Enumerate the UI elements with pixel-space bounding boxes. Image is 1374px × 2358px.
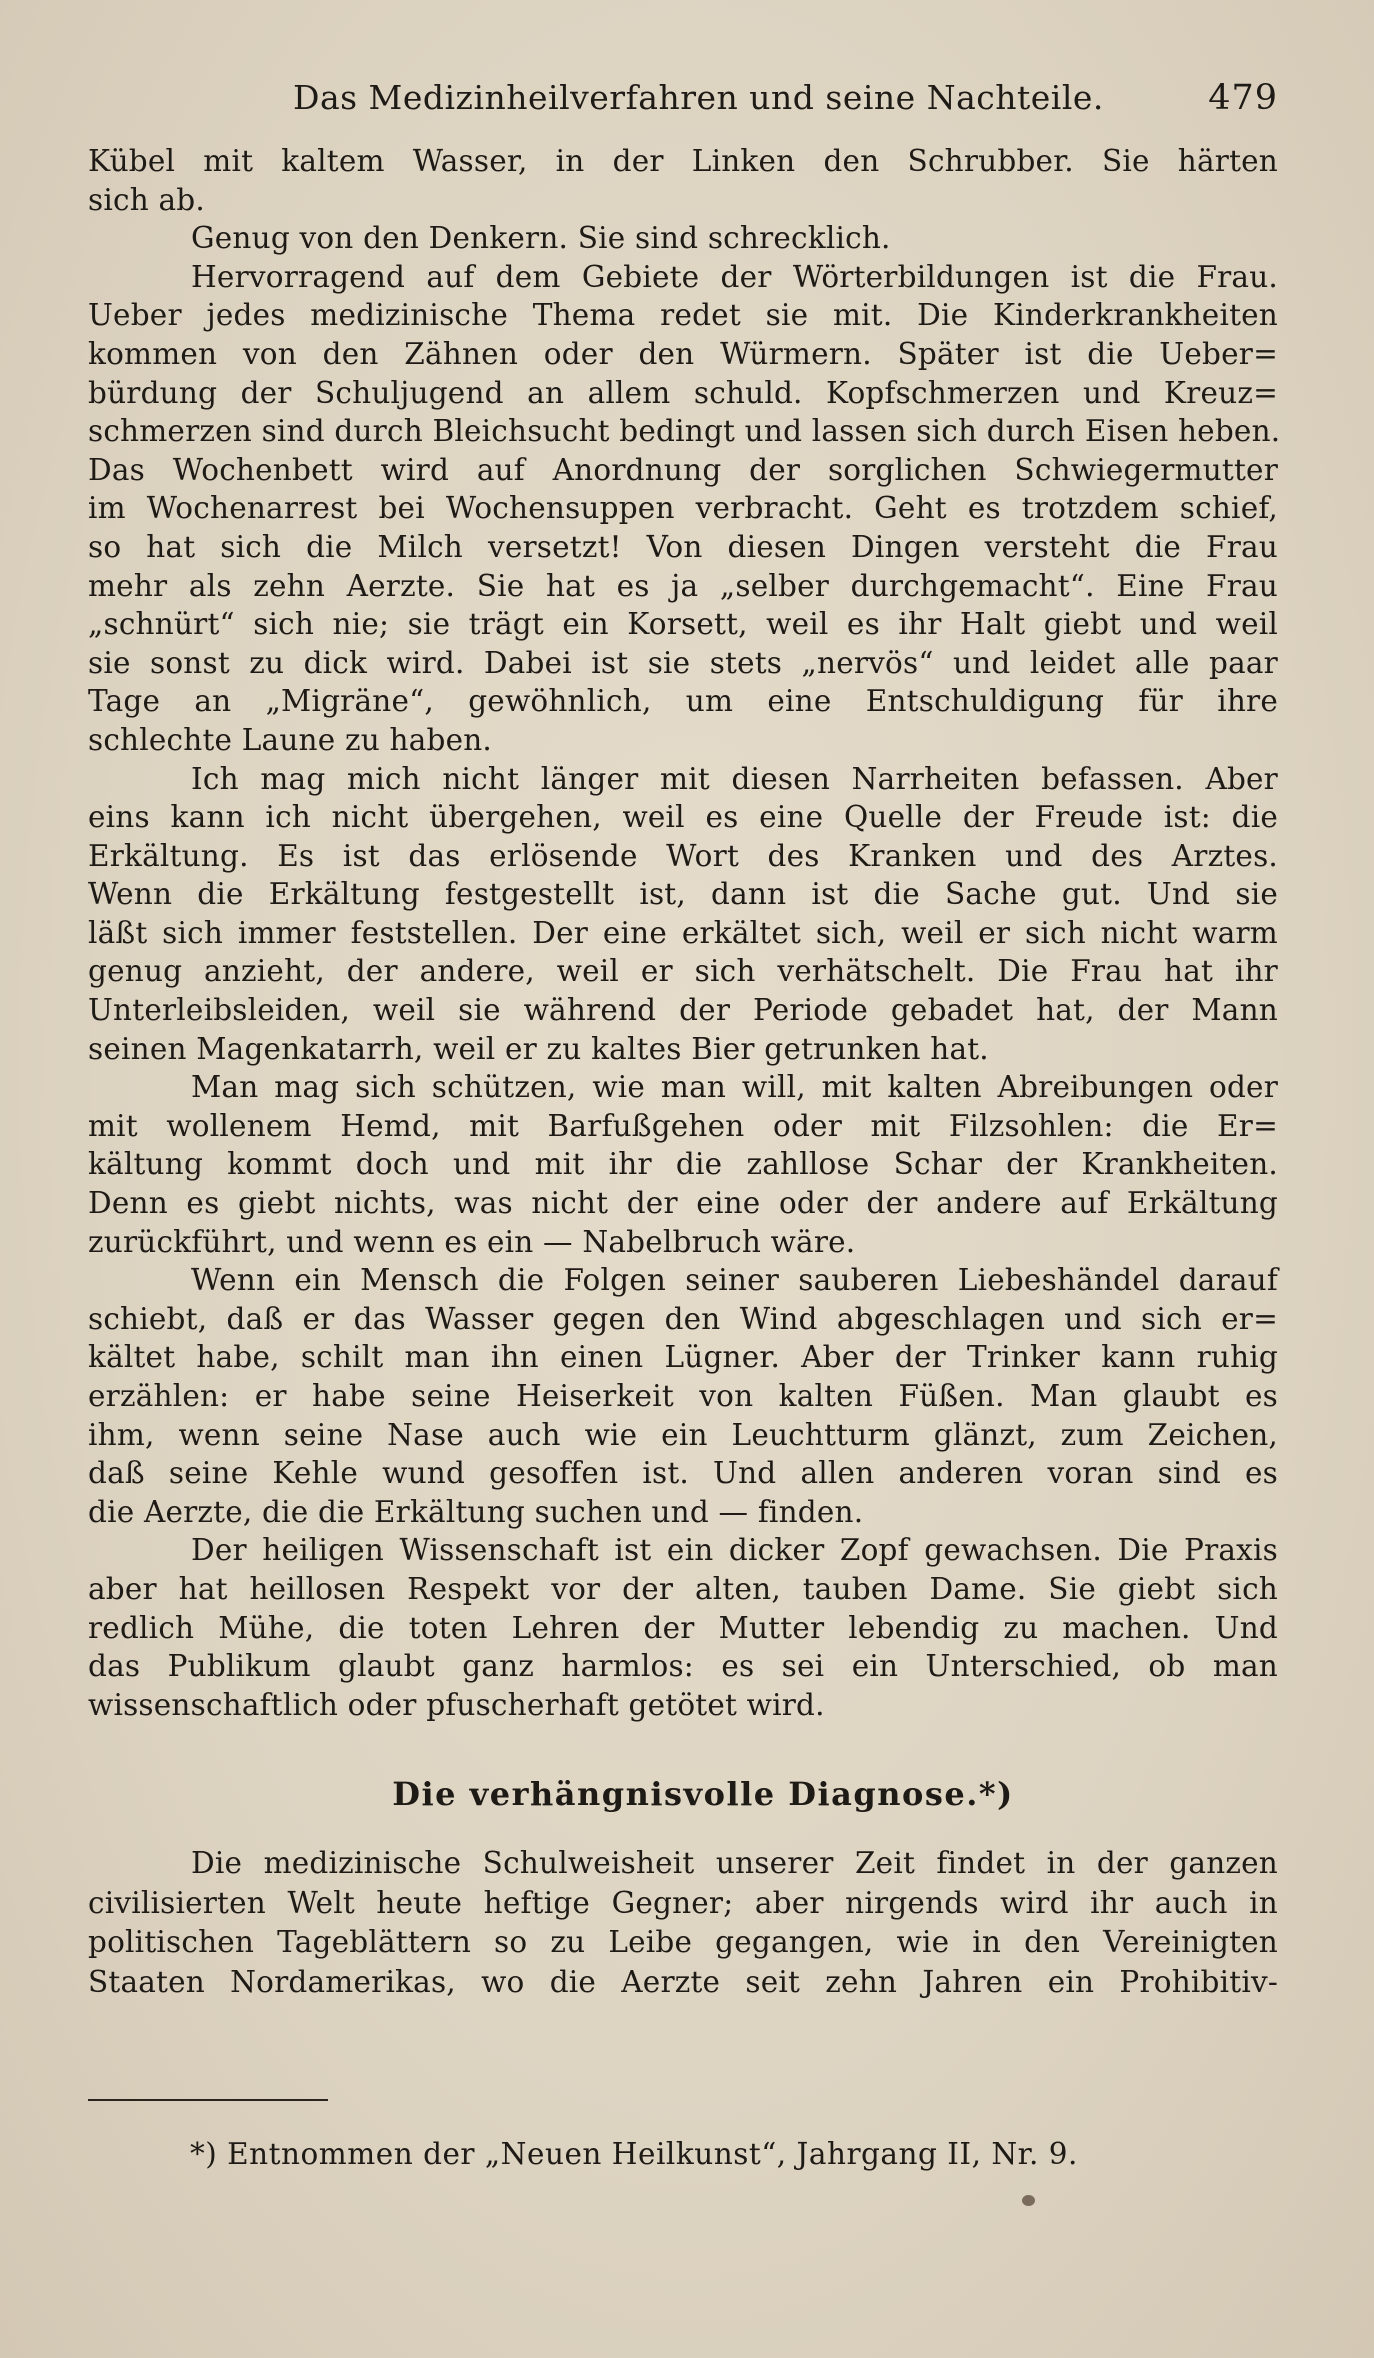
text-line: bürdung der Schuljugend an allem schuld. Kopfschmerzen und Kreuz= bbox=[88, 375, 1278, 410]
text-line: mehr als zehn Aerzte. Sie hat es ja „selber durchgemacht“. Eine Frau bbox=[88, 568, 1278, 603]
running-title: Das Medizinheilverfahren und seine Nachteile. bbox=[293, 78, 1104, 117]
text-line: Wenn die Erkältung festgestellt ist, dann ist die Sache gut. Und sie bbox=[88, 877, 1278, 912]
text-line: Hervorragend auf dem Gebiete der Wörterbildungen ist die Frau. bbox=[191, 259, 1278, 294]
text-line: seinen Magenkatarrh, weil er zu kaltes Bier getrunken hat. bbox=[88, 1031, 989, 1066]
text-line: redlich Mühe, die toten Lehren der Mutter lebendig zu machen. Und bbox=[88, 1610, 1278, 1645]
text-line: sich ab. bbox=[88, 182, 205, 217]
text-line: kommen von den Zähnen oder den Würmern. Später ist die Ueber= bbox=[88, 336, 1278, 371]
text-line: aber hat heillosen Respekt vor der alten, tauben Dame. Sie giebt sich bbox=[88, 1571, 1278, 1606]
text-line: sie sonst zu dick wird. Dabei ist sie stets „nervös“ und leidet alle paar bbox=[88, 645, 1278, 680]
text-line: das Publikum glaubt ganz harmlos: es sei ein Unterschied, ob man bbox=[88, 1649, 1278, 1684]
text-line: genug anzieht, der andere, weil er sich verhätschelt. Die Frau hat ihr bbox=[88, 954, 1278, 989]
text-line: Denn es giebt nichts, was nicht der eine oder der andere auf Erkältung bbox=[88, 1186, 1278, 1221]
text-line: schmerzen sind durch Bleichsucht bedingt und lassen sich durch Eisen heben. bbox=[88, 414, 1281, 449]
text-line: Staaten Nordamerikas, wo die Aerzte seit zehn Jahren ein Prohibitiv- bbox=[88, 1964, 1278, 1999]
section-heading: Die verhängnisvolle Diagnose.*) bbox=[392, 1775, 1014, 1814]
section-text bbox=[88, 1844, 1278, 2002]
text-line: daß seine Kehle wund gesoffen ist. Und allen anderen voran sind es bbox=[88, 1456, 1278, 1491]
text-line: so hat sich die Milch versetzt! Von diesen Dingen versteht die Frau bbox=[88, 529, 1278, 564]
text-line: Man mag sich schützen, wie man will, mit kalten Abreibungen oder bbox=[191, 1070, 1278, 1105]
text-line: Ich mag mich nicht länger mit diesen Narrheiten befassen. Aber bbox=[191, 761, 1278, 796]
text-line: kältung kommt doch und mit ihr die zahllose Schar der Krankheiten. bbox=[88, 1147, 1278, 1182]
text-line: Tage an „Migräne“, gewöhnlich, um eine Entschuldigung für ihre bbox=[88, 684, 1278, 719]
text-line: Das Wochenbett wird auf Anordnung der sorglichen Schwiegermutter bbox=[88, 452, 1278, 487]
text-line: läßt sich immer feststellen. Der eine erkältet sich, weil er sich nicht warm bbox=[88, 915, 1278, 950]
text-line: Unterleibsleiden, weil sie während der Periode gebadet hat, der Mann bbox=[88, 993, 1278, 1028]
text-line: Erkältung. Es ist das erlösende Wort des Kranken und des Arztes. bbox=[88, 838, 1278, 873]
text-line: Der heiligen Wissenschaft ist ein dicker Zopf gewachsen. Die Praxis bbox=[191, 1533, 1278, 1568]
text-line: Wenn ein Mensch die Folgen seiner sauberen Liebeshändel darauf bbox=[191, 1263, 1278, 1298]
book-page bbox=[88, 78, 1281, 2002]
text-line: „schnürt“ sich nie; sie trägt ein Korsett, weil es ihr Halt giebt und weil bbox=[88, 607, 1278, 642]
text-line: ihm, wenn seine Nase auch wie ein Leuchtturm glänzt, zum Zeichen, bbox=[88, 1417, 1278, 1452]
text-line: Ueber jedes medizinische Thema redet sie mit. Die Kinderkrankheiten bbox=[88, 298, 1278, 333]
body-text bbox=[88, 142, 1281, 1724]
text-line: Die medizinische Schulweisheit unserer Zeit findet in der ganzen bbox=[191, 1846, 1278, 1881]
text-line: im Wochenarrest bei Wochensuppen verbracht. Geht es trotzdem schief, bbox=[88, 491, 1278, 526]
ink-speck bbox=[1022, 2195, 1035, 2206]
footnote-rule bbox=[88, 2099, 328, 2101]
text-line: politischen Tageblättern so zu Leibe gegangen, wie in den Vereinigten bbox=[88, 1925, 1278, 1960]
page-number: 479 bbox=[1208, 78, 1278, 118]
text-line: erzählen: er habe seine Heiserkeit von kalten Füßen. Man glaubt es bbox=[88, 1379, 1278, 1413]
text-line: kältet habe, schilt man ihn einen Lügner. Aber der Trinker kann ruhig bbox=[88, 1340, 1278, 1375]
text-line: schlechte Laune zu haben. bbox=[88, 722, 492, 757]
text-line: Kübel mit kaltem Wasser, in der Linken den Schrubber. Sie härten bbox=[88, 144, 1278, 178]
footnote: *) Entnommen der „Neuen Heilkunst“, Jahrgang II, Nr. 9. bbox=[190, 2137, 1078, 2171]
running-head bbox=[293, 78, 1278, 138]
text-line: eins kann ich nicht übergehen, weil es eine Quelle der Freude ist: die bbox=[88, 800, 1278, 835]
text-line: die Aerzte, die die Erkältung suchen und — finden. bbox=[88, 1494, 864, 1529]
text-line: civilisierten Welt heute heftige Gegner; aber nirgends wird ihr auch in bbox=[88, 1885, 1278, 1920]
text-line: wissenschaftlich oder pfuscherhaft getötet wird. bbox=[88, 1687, 825, 1722]
text-line: schiebt, daß er das Wasser gegen den Wind abgeschlagen und sich er= bbox=[88, 1301, 1278, 1336]
text-line: mit wollenem Hemd, mit Barfußgehen oder mit Filzsohlen: die Er= bbox=[88, 1108, 1278, 1143]
text-line: Genug von den Denkern. Sie sind schrecklich. bbox=[191, 221, 891, 256]
text-line: zurückführt, und wenn es ein — Nabelbruch wäre. bbox=[88, 1224, 856, 1259]
